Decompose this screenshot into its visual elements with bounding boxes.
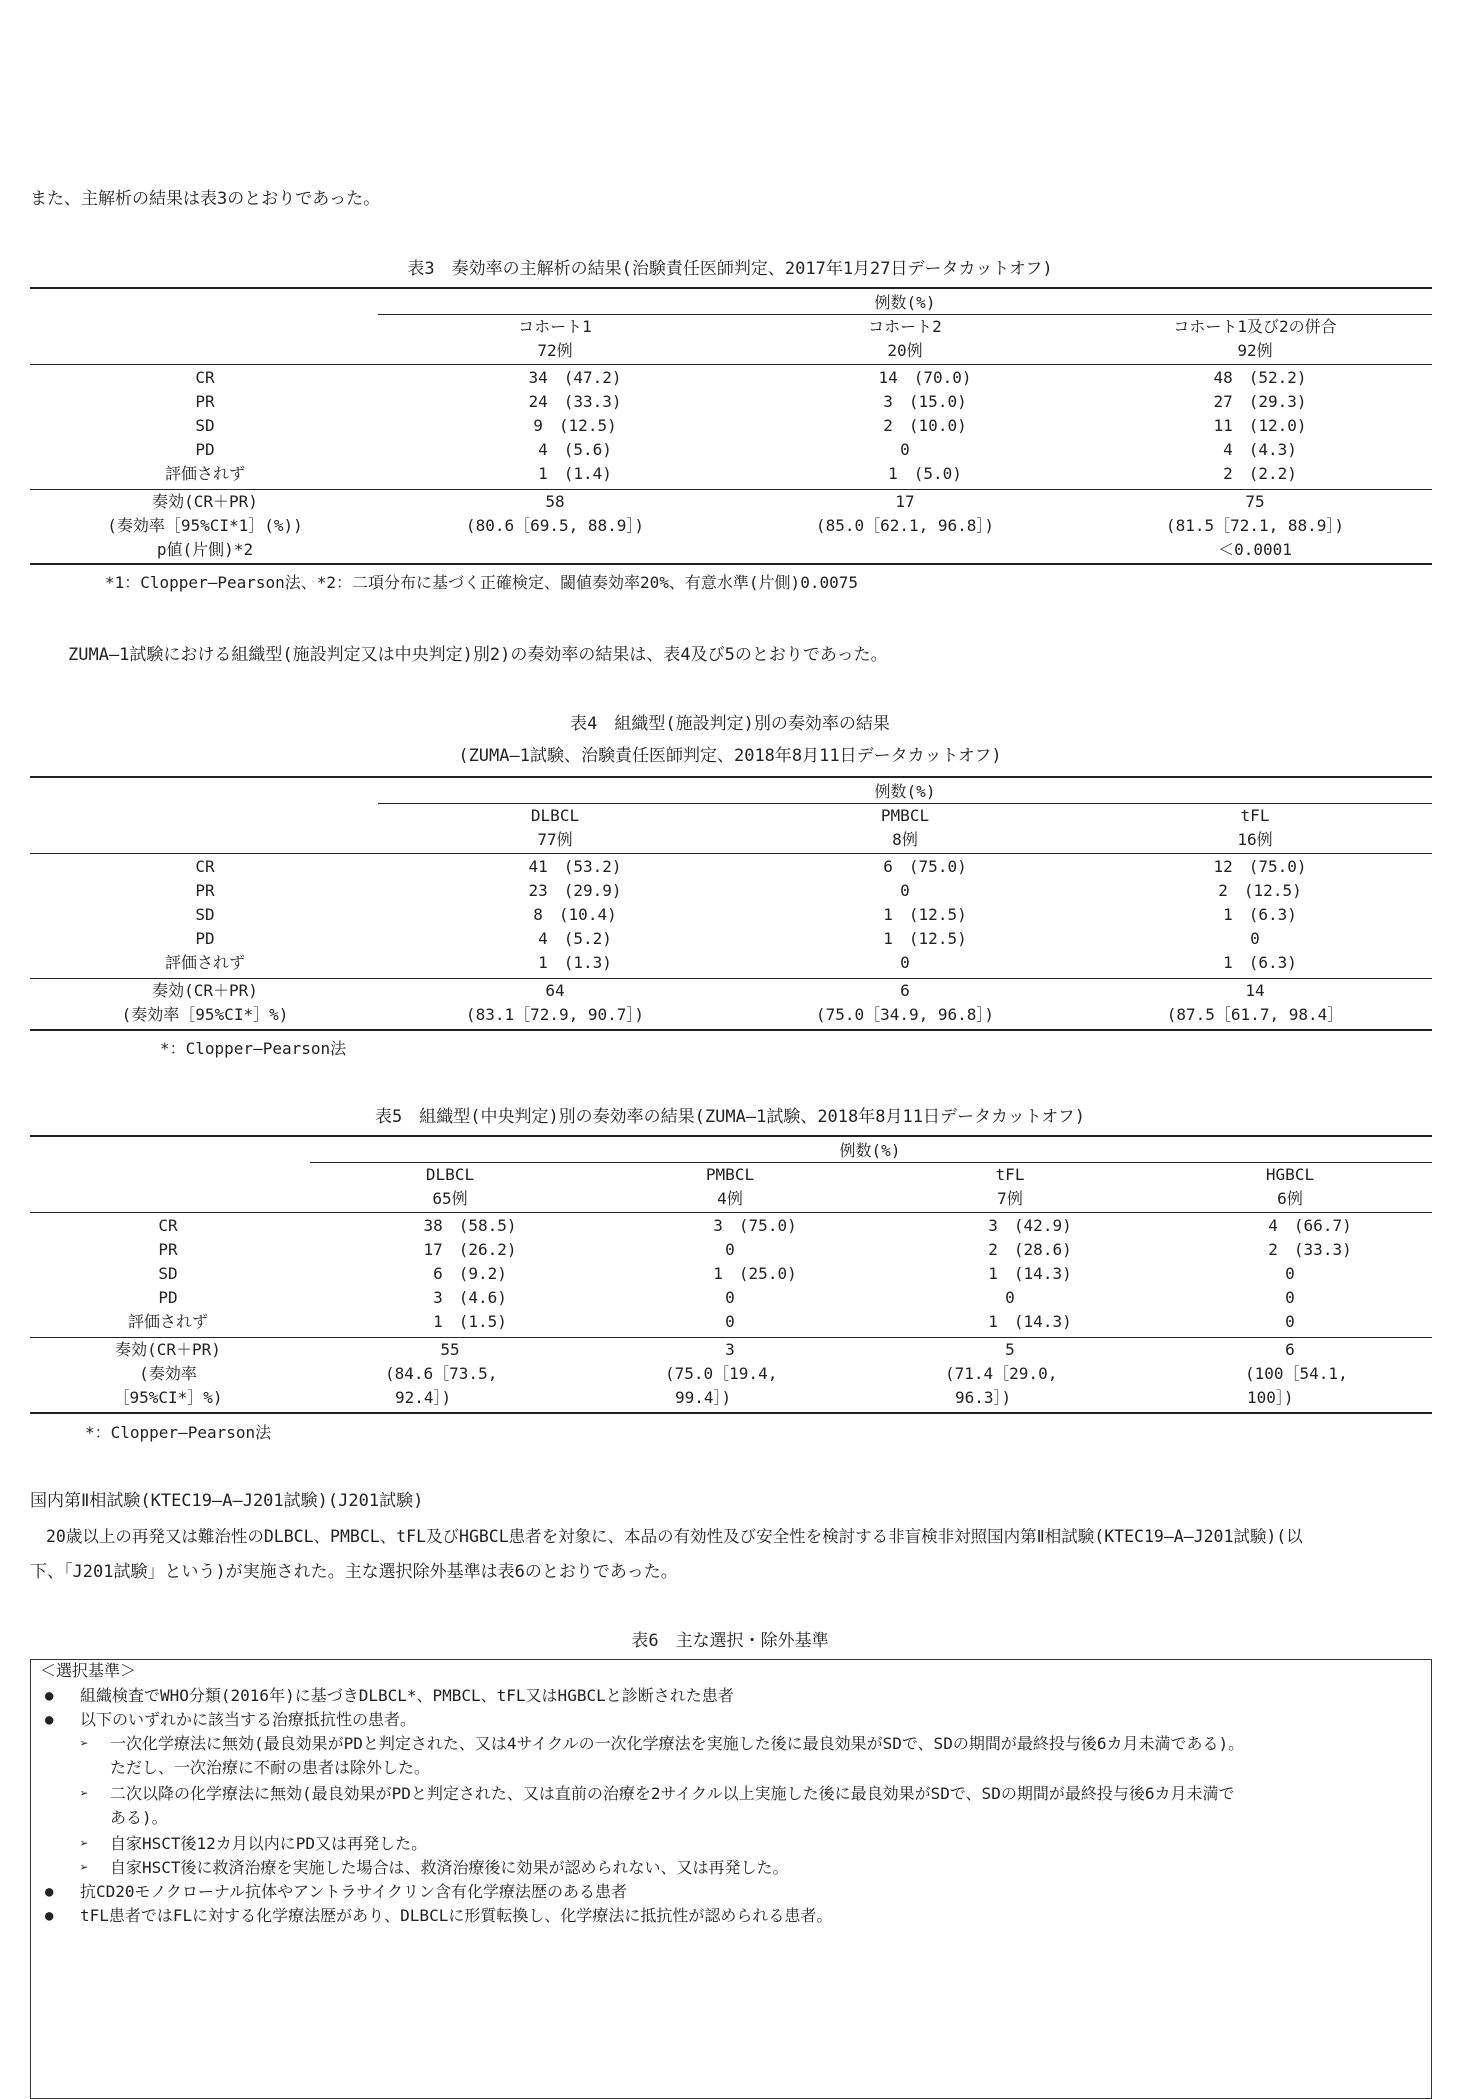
table5-rate-cell: 92.4］) [395, 1388, 452, 1407]
table5-sum-label: 奏効(CR＋PR) [115, 1340, 221, 1359]
table3-row-label: SD [195, 416, 215, 435]
criteria-line: ある)。 [110, 1808, 168, 1827]
table4-cell: 41 (53.2) [528, 857, 622, 876]
table5-cell: 1 (25.0) [713, 1264, 797, 1283]
table5-rate-cell: 96.3］) [955, 1388, 1012, 1407]
table5-col-name: PMBCL [705, 1165, 755, 1184]
table3-cell: 4 (5.6) [538, 440, 612, 459]
table5-cell: 0 [725, 1288, 735, 1307]
table5-cell: 0 [725, 1240, 735, 1259]
table3-col-name: コホート2 [868, 317, 942, 336]
table4-cell: 23 (29.9) [528, 881, 622, 900]
table5-row-label: PD [158, 1288, 178, 1307]
section-heading-j201: 国内第Ⅱ相試験(KTEC19―A―J201試験)(J201試験) [30, 1491, 424, 1511]
bullet-icon: ● [45, 1712, 54, 1728]
table3-sum-cell: (80.6［69.5, 88.9］) [465, 516, 645, 535]
table5-group-header: 例数(%) [839, 1141, 901, 1160]
table5-row-label: SD [158, 1264, 178, 1283]
table4-sum-cell: 14 [1245, 981, 1265, 1000]
table5-rate-cell: (71.4［29.0, [945, 1364, 1058, 1383]
table5-col-n: 6例 [1277, 1189, 1303, 1208]
table5-rate-cell: 99.4］) [675, 1388, 732, 1407]
table3-title: 表3 奏効率の主解析の結果(治験責任医師判定、2017年1月27日データカットオフ) [407, 259, 1053, 279]
table4-cell: 12 (75.0) [1213, 857, 1307, 876]
table3-cell: 48 (52.2) [1213, 368, 1307, 387]
table4-sum-cell: (87.5［61.7, 98.4］ [1166, 1005, 1344, 1024]
table3-cell: 2 (10.0) [883, 416, 967, 435]
table5-rate-cell: 100］) [1247, 1388, 1294, 1407]
table4-cell: 2 (12.5) [1218, 881, 1302, 900]
table4-subtitle: (ZUMA―1試験、治験責任医師判定、2018年8月11日データカットオフ) [458, 746, 1002, 766]
table4-footnote: *：Clopper―Pearson法 [160, 1039, 347, 1058]
table4-col-name: DLBCL [530, 806, 580, 825]
table4-cell: 1 (12.5) [883, 905, 967, 924]
table5-cell: 2 (28.6) [988, 1240, 1072, 1259]
criteria-line: 抗CD20モノクローナル抗体やアントラサイクリン含有化学療法歴のある患者 [80, 1882, 628, 1901]
paragraph-j201-line1: 20歳以上の再発又は難治性のDLBCL、PMBCL、tFL及びHGBCL患者を対象に、本品の有効性及び安全性を検討する非盲検非対照国内第Ⅱ相試験(KTEC19―A―J201試験)(以 [46, 1527, 1303, 1546]
table3-cell: 4 (4.3) [1223, 440, 1297, 459]
table4-sum-cell: 64 [545, 981, 565, 1000]
table3-col-n: 20例 [887, 341, 923, 360]
arrow-bullet-icon: ➢ [80, 1786, 89, 1802]
table4-row-label: SD [195, 905, 215, 924]
table4-cell: 1 (1.3) [538, 953, 612, 972]
table4-cell: 1 (6.3) [1223, 953, 1297, 972]
table5-cell: 0 [1285, 1312, 1295, 1331]
table3-cell: 2 (2.2) [1223, 464, 1297, 483]
table4-cell: 0 [900, 881, 910, 900]
bullet-icon: ● [45, 1908, 54, 1924]
criteria-line: tFL患者ではFLに対する化学療法歴があり、DLBCLに形質転換し、化学療法に抵抗性が認められる患者。 [80, 1906, 833, 1925]
table3-cell: 34 (47.2) [528, 368, 622, 387]
table4-cell: 4 (5.2) [538, 929, 612, 948]
table5-title: 表5 組織型(中央判定)別の奏効率の結果(ZUMA―1試験、2018年8月11日データカットオフ) [374, 1107, 1086, 1127]
table4-col-n: 16例 [1237, 830, 1273, 849]
table3-cell: 9 (12.5) [533, 416, 617, 435]
table3-group-header: 例数(%) [874, 293, 936, 312]
table4-cell: 1 (12.5) [883, 929, 967, 948]
table3-cell: 27 (29.3) [1213, 392, 1307, 411]
intro-text: また、主解析の結果は表3のとおりであった。 [30, 189, 381, 209]
table5-cell: 0 [1285, 1288, 1295, 1307]
table3-sum-label: p値(片側)*2 [156, 540, 254, 559]
table3-sum-cell: ＜0.0001 [1218, 540, 1292, 559]
table5-cell: 1 (1.5) [433, 1312, 507, 1331]
criteria-line: 二次以降の化学療法に無効(最良効果がPDと判定された、又は直前の治療を2サイクル以上実施した後に最良効果がSDで、SDの期間が最終投与後6カ月未満で [110, 1784, 1235, 1803]
table3-cell: 14 (70.0) [878, 368, 972, 387]
table4-sum-cell: (83.1［72.9, 90.7］) [465, 1005, 645, 1024]
table5-cell: 6 (9.2) [433, 1264, 507, 1283]
table5-sum-cell: 55 [440, 1340, 460, 1359]
arrow-bullet-icon: ➢ [80, 1836, 89, 1852]
table5-cell: 2 (33.3) [1268, 1240, 1352, 1259]
table5-rate-cell: (84.6［73.5, [385, 1364, 498, 1383]
table3-cell: 3 (15.0) [883, 392, 967, 411]
table3-sum-cell: 17 [895, 492, 915, 511]
table5-cell: 0 [725, 1312, 735, 1331]
table3-sum-cell: 75 [1245, 492, 1265, 511]
table5-row-label: PR [158, 1240, 178, 1259]
table4-cell: 6 (75.0) [883, 857, 967, 876]
table4-col-name: tFL [1240, 806, 1270, 825]
table3-sum-cell: (85.0［62.1, 96.8］) [815, 516, 995, 535]
table4-cell: 8 (10.4) [533, 905, 617, 924]
table5-col-n: 4例 [717, 1189, 743, 1208]
table5-rate-cell: (75.0［19.4, [665, 1364, 778, 1383]
bullet-icon: ● [45, 1688, 54, 1704]
table5-cell: 1 (14.3) [988, 1264, 1072, 1283]
table5-cell: 38 (58.5) [423, 1216, 517, 1235]
table3-col-n: 72例 [537, 341, 573, 360]
table4-col-name: PMBCL [880, 806, 930, 825]
criteria-line: 組織検査でWHO分類(2016年)に基づきDLBCL*、PMBCL、tFL又はHGBCLと診断された患者 [80, 1686, 734, 1705]
table4-cell: 0 [1250, 929, 1260, 948]
table3-sum-label: 奏効(CR＋PR) [152, 492, 258, 511]
table6-title: 表6 主な選択・除外基準 [631, 1631, 829, 1651]
table3-cell: 0 [900, 440, 910, 459]
criteria-line: 以下のいずれかに該当する治療抵抗性の患者。 [80, 1710, 417, 1729]
table4-col-n: 77例 [537, 830, 573, 849]
table3-footnote: *1：Clopper―Pearson法、*2：二項分布に基づく正確検定、閾値奏効率20%、有意水準(片側)0.0075 [105, 573, 858, 592]
table3-sum-cell: 58 [545, 492, 565, 511]
table5-cell: 3 (42.9) [988, 1216, 1072, 1235]
table3-cell: 1 (1.4) [538, 464, 612, 483]
table5-footnote: *：Clopper―Pearson法 [85, 1423, 272, 1442]
table4-cell: 0 [900, 953, 910, 972]
table4-sum-label: (奏効率［95%CI*］%) [121, 1005, 289, 1024]
table5-cell: 17 (26.2) [423, 1240, 517, 1259]
table4-cell: 1 (6.3) [1223, 905, 1297, 924]
table3-row-label: CR [195, 368, 215, 387]
table5-col-name: HGBCL [1265, 1165, 1315, 1184]
table5-col-name: tFL [995, 1165, 1025, 1184]
table3-row-label: 評価されず [164, 464, 246, 483]
table5-col-n: 65例 [432, 1189, 468, 1208]
table4-row-label: 評価されず [164, 953, 246, 972]
table4-row-label: CR [195, 857, 215, 876]
table5-cell: 3 (75.0) [713, 1216, 797, 1235]
table3-cell: 1 (5.0) [888, 464, 962, 483]
table5-sum-cell: 5 [1005, 1340, 1015, 1359]
table5-row-label: 評価されず [127, 1312, 209, 1331]
arrow-bullet-icon: ➢ [80, 1736, 89, 1752]
table5-rate-label: ［95%CI*］%) [113, 1388, 223, 1407]
bullet-icon: ● [45, 1884, 54, 1900]
table3-col-name: コホート1及び2の併合 [1173, 317, 1337, 336]
table4-sum-cell: (75.0［34.9, 96.8］) [815, 1005, 995, 1024]
table4-col-n: 8例 [892, 830, 918, 849]
table4-row-label: PR [195, 881, 215, 900]
criteria-line: ただし、一次治療に不耐の患者は除外した。 [110, 1758, 431, 1777]
table4-sum-label: 奏効(CR＋PR) [152, 981, 258, 1000]
table5-cell: 4 (66.7) [1268, 1216, 1352, 1235]
table3-row-label: PR [195, 392, 215, 411]
table5-cell: 3 (4.6) [433, 1288, 507, 1307]
criteria-line: 一次化学療法に無効(最良効果がPDと判定された、又は4サイクルの一次化学療法を実施した後に最良効果がSDで、SDの期間が最終投与後6カ月未満である)。 [110, 1734, 1245, 1753]
table5-sum-cell: 3 [725, 1340, 735, 1359]
table3-sum-label: (奏効率［95%CI*1］(%)) [107, 516, 303, 535]
table5-sum-cell: 6 [1285, 1340, 1295, 1359]
arrow-bullet-icon: ➢ [80, 1860, 89, 1876]
table4-row-label: PD [195, 929, 215, 948]
table5-row-label: CR [158, 1216, 178, 1235]
table5-col-n: 7例 [997, 1189, 1023, 1208]
table4-title: 表4 組織型(施設判定)別の奏効率の結果 [570, 714, 890, 734]
table4-sum-cell: 6 [900, 981, 910, 1000]
table4-group-header: 例数(%) [874, 782, 936, 801]
table3-col-n: 92例 [1237, 341, 1273, 360]
table3-cell: 11 (12.0) [1213, 416, 1307, 435]
criteria-line: 自家HSCT後に救済治療を実施した場合は、救済治療後に効果が認められない、又は再発した。 [110, 1858, 789, 1877]
paragraph-j201-line2: 下、「J201試験」という)が実施された。主な選択除外基準は表6のとおりであった。 [30, 1562, 678, 1582]
table3-sum-cell: (81.5［72.1, 88.9］) [1165, 516, 1345, 535]
table5-col-name: DLBCL [425, 1165, 475, 1184]
criteria-line: 自家HSCT後12カ月以内にPD又は再発した。 [110, 1834, 428, 1853]
table3-row-label: PD [195, 440, 215, 459]
table5-cell: 0 [1285, 1264, 1295, 1283]
table5-rate-cell: (100［54.1, [1245, 1364, 1348, 1383]
table3-col-name: コホート1 [518, 317, 592, 336]
table6-head: ＜選択基準＞ [40, 1661, 137, 1680]
table5-rate-label: (奏効率 [139, 1364, 197, 1383]
table3-cell: 24 (33.3) [528, 392, 622, 411]
paragraph-histology: ZUMA―1試験における組織型(施設判定又は中央判定)別2)の奏効率の結果は、表4及び5のとおりであった。 [68, 645, 888, 665]
table5-cell: 1 (14.3) [988, 1312, 1072, 1331]
table5-cell: 0 [1005, 1288, 1015, 1307]
